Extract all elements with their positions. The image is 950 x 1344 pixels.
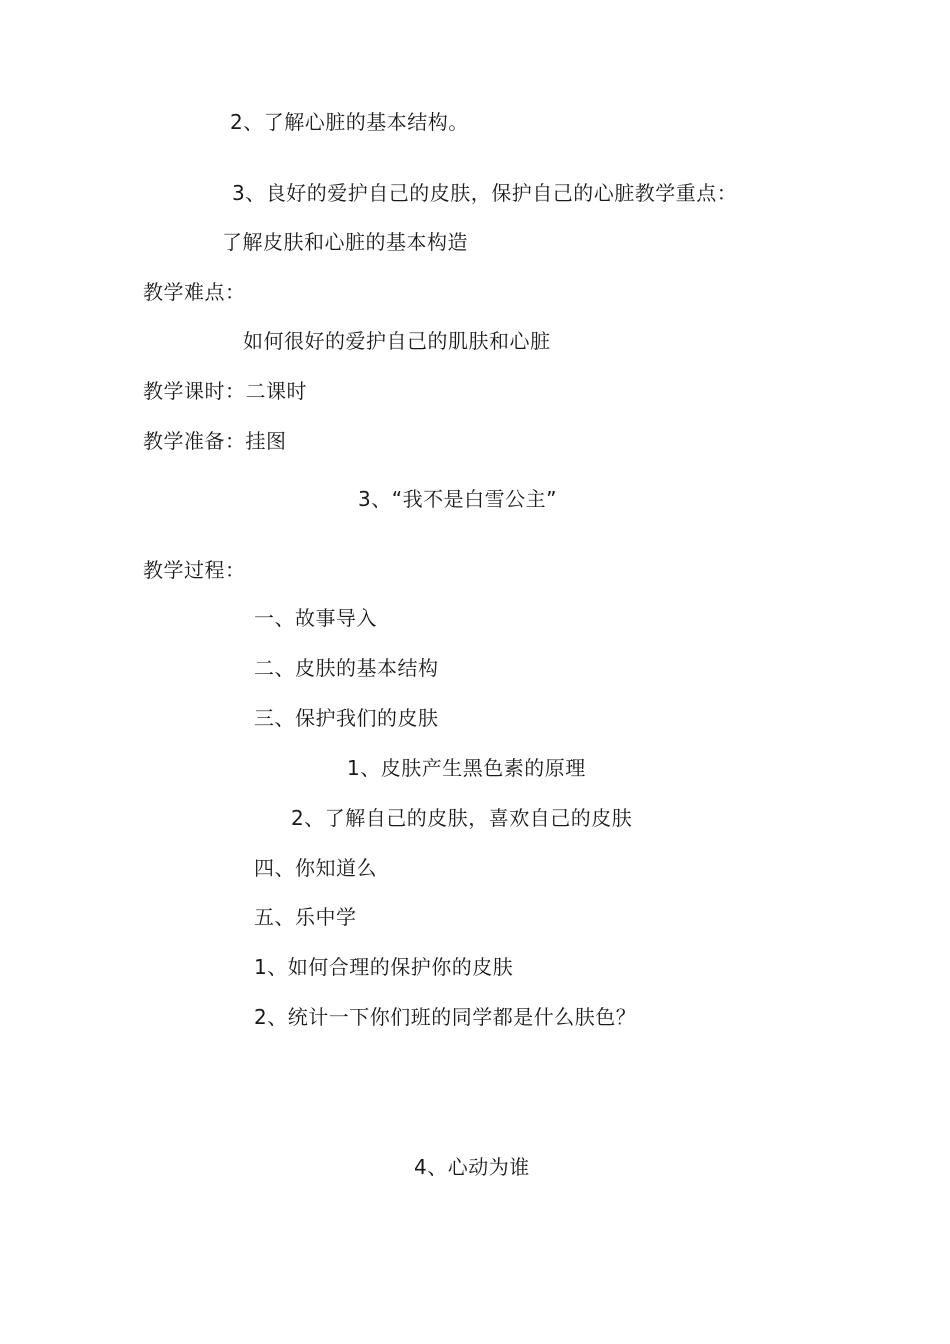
step-5-sub-1-line: 1、如何合理的保护你的皮肤 — [254, 955, 514, 979]
step-1-line: 一、故事导入 — [254, 606, 377, 630]
step-2-line: 二、皮肤的基本结构 — [254, 656, 439, 680]
goal-2-line: 2、了解心脏的基本结构。 — [230, 110, 469, 134]
section-3-title: 3、“我不是白雪公主” — [358, 487, 557, 511]
goal-3-line: 3、良好的爱护自己的皮肤，保护自己的心脏教学重点： — [232, 181, 738, 205]
section-4-title: 4、心动为谁 — [414, 1155, 530, 1179]
step-5-line: 五、乐中学 — [254, 905, 357, 929]
difficulty-line: 如何很好的爱护自己的肌肤和心脏 — [243, 329, 551, 353]
key-point-line: 了解皮肤和心脏的基本构造 — [222, 230, 468, 254]
step-3-sub-1-line: 1、皮肤产生黑色素的原理 — [347, 756, 586, 780]
step-3-sub-2-line: 2、了解自己的皮肤，喜欢自己的皮肤 — [291, 806, 633, 830]
preparation-line: 教学准备：挂图 — [143, 429, 287, 453]
difficulty-heading: 教学难点： — [143, 280, 246, 304]
class-hours-line: 教学课时：二课时 — [143, 379, 307, 403]
step-5-sub-2-line: 2、统计一下你们班的同学都是什么肤色？ — [254, 1005, 637, 1029]
process-heading: 教学过程： — [143, 558, 246, 582]
step-4-line: 四、你知道么 — [254, 856, 377, 880]
step-3-line: 三、保护我们的皮肤 — [254, 706, 439, 730]
